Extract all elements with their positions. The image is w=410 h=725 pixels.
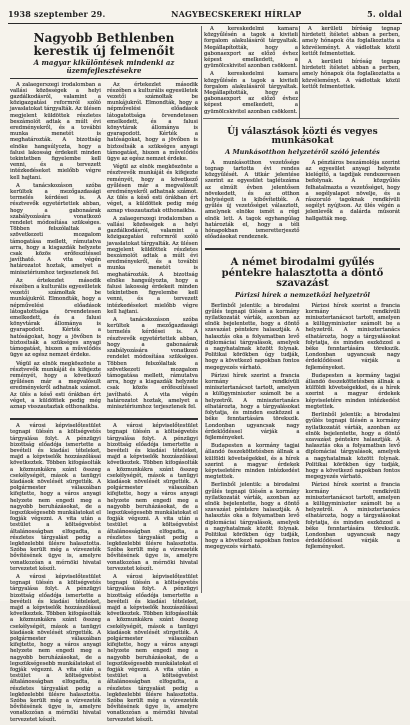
article-separator — [205, 248, 400, 250]
article2-paragraph: A városi képviselőtestület tegnapi ülésén a költségvetés tárgyalása folyt. A pénzügyi bizottság előadója ismertette a bevételi és kiadási tételeket, majd a képviselők hozzászólásai következtek. Többen kifogásolták a közmunkákra szánt összeg csekélységét, mások a tanügyi kiadások növelését sürgették. A polgármester válaszában kifejtette, hogy a város anyagi helyzete nem engedi meg a nagyobb beruházásokat, de a legszükségesebb munkálatokat el fogják végezni. A vita után a testület a költségvetést általánosságban elfogadta, a részletes tárgyalást pedig a legközelebbi ülésre halasztotta. Szóba került még a vízvezeték bővítésének ügye is, amelyre vonatkozóan a mérnöki hivatal tervezetet készít. — [107, 574, 198, 723]
article1-paragraph: Végül az elnök megköszönte a résztvevők munkáját és kifejezte reményét, hogy a következő gyűlésen már a megvalósult eredményekről adhatnak számot. Az ülés a késő esti órákban ért véget, a küldöttek pedig még aznap visszautaztak otthonaikba. — [107, 164, 198, 214]
article4-paragraph: Párizsi hírek szerint a francia kormány rendkívüli minisztertanácsot tartott, amelyen a külügyminiszter számolt be a helyzetről. A minisztertanács elhatározta, hogy a tárgyalásokat folytatja, és minden eszközzel a béke fenntartására törekszik. Londonban ugyancsak nagy érdeklődéssel várják a fejleményeket. — [305, 302, 400, 371]
article4-paragraph: Párizsi hírek szerint a francia kormány rendkívüli minisztertanácsot tartott, amelyen a külügyminiszter számolt be a helyzetről. A minisztertanács elhatározta, hogy a tárgyalásokat folytatja, és minden eszközzel a béke fenntartására törekszik. Londonban ugyancsak nagy érdeklődéssel várják a fejleményeket. — [205, 372, 300, 441]
article1-paragraph: A zalaegerszegi irodalomban a vallási közösségek a helyi gazdálkodásról, valamint a közigazgatási reformról szóló javaslatokat tárgyalták. Az ülésen megjelent küldöttek részletes beszámolót adtak a múlt évi eredményekről, és a további munka menetét is meghatározták. A bizottság elnöke hangsúlyozta, hogy a falusi lakosság érdekeit minden tekintetben figyelembe kell venni, és a tervezett intézkedéseket mielőbb végre kell hajtani. — [10, 81, 101, 181]
left-column — [10, 26, 198, 723]
column-divider — [201, 26, 202, 593]
article1-paragraph: Végül az elnök megköszönte a résztvevők munkáját és kifejezte reményét, hogy a következő gyűlésen már a megvalósult eredményekről adhatnak számot. Az ülés a késő esti órákban ért véget, a küldöttek pedig még aznap visszautaztak otthonaikba. — [10, 360, 101, 410]
article2-paragraph: A városi képviselőtestület tegnapi ülésén a költségvetés tárgyalása folyt. A pénzügyi bizottság előadója ismertette a bevételi és kiadási tételeket, majd a képviselők hozzászólásai következtek. Többen kifogásolták a közmunkákra szánt összeg csekélységét, mások a tanügyi kiadások növelését sürgették. A polgármester válaszában kifejtette, hogy a város anyagi helyzete nem engedi meg a nagyobb beruházásokat, de a legszükségesebb munkálatokat el fogják végezni. A vita után a testület a költségvetést általánosságban elfogadta, a részletes tárgyalást pedig a legközelebbi ülésre halasztotta. Szóba került még a vízvezeték bővítésének ügye is, amelyre vonatkozóan a mérnöki hivatal tervezetet készít. — [10, 423, 101, 572]
article3-headline: Új választások közti és vegyes munkásokat — [227, 127, 378, 147]
article1-deck: A magyar kikülöntések mindenki az üzemfejlesztésekre — [33, 58, 175, 75]
column-divider — [299, 26, 300, 118]
brief-paragraph: A kereskedelmi kamara közgyűlésén a tagok a kiviteli forgalom alakulásáról tárgyaltak. Megállapították, hogy a gabonaexport az előző évhez képest emelkedett, a gyümölcskivitel azonban csökkent. — [204, 26, 298, 70]
article4-headline: A német birodalmi gyűlés péntekre halasztotta a döntő szavazást — [221, 257, 384, 290]
article3-paragraph: A munkásotthon vezetősége tegnap tartotta évi rendes közgyűlését. A titkár jelentése szerint az egyesület taglétszáma az elmúlt évben jelentősen növekedett, és az otthon helyiségeit is kibővítették. A gyűlés új vezetőséget választott, amelynek elnöke ismét a régi elnök lett. A tagok egyhangúlag határozták el, hogy a téli hónapokban ismeretterjesztő előadásokat rendeznek. — [205, 159, 300, 241]
article1-col-b — [107, 82, 198, 413]
right-column-top — [302, 26, 400, 116]
article1-col-a — [10, 82, 101, 413]
brief-paragraph: A kerületi bíróság tegnap hirdetett ítéletet abban a perben, amely hónapok óta foglalkoztatta a közvéleményt. A vádlottak közül kettőt felmentettek. — [302, 26, 400, 57]
article4-paragraph: Berlinből jelentik: a birodalmi gyűlés tegnapi ülésén a kormány nyilatkozatát várták, azonban az elnök bejelentette, hogy a döntő szavazást péntekre halasztják. A halasztás oka a folyamatban levő diplomáciai tárgyalások, amelyek a nagyhatalmak között folynak. Politikai körökben úgy tudják, hogy a következő napokban fontos megegyezés várható. — [205, 302, 300, 371]
article4-paragraph: Berlinből jelentik: a birodalmi gyűlés tegnapi ülésén a kormány nyilatkozatát várták, azonban az elnök bejelentette, hogy a döntő szavazást péntekre halasztják. A halasztás oka a folyamatban levő diplomáciai tárgyalások, amelyek a nagyhatalmak között folynak. Politikai körökben úgy tudják, hogy a következő napokban fontos megegyezés várható. — [305, 412, 400, 481]
article3-col-b — [306, 160, 401, 243]
article2-paragraph: A városi képviselőtestület tegnapi ülésén a költségvetés tárgyalása folyt. A pénzügyi bizottság előadója ismertette a bevételi és kiadási tételeket, majd a képviselők hozzászólásai következtek. Többen kifogásolták a közmunkákra szánt összeg csekélységét, mások a tanügyi kiadások növelését sürgették. A polgármester válaszában kifejtette, hogy a város anyagi helyzete nem engedi meg a nagyobb beruházásokat, de a legszükségesebb munkálatokat el fogják végezni. A vita után a testület a költségvetést általánosságban elfogadta, a részletes tárgyalást pedig a legközelebbi ülésre halasztotta. Szóba került még a vízvezeték bővítésének ügye is, amelyre vonatkozóan a mérnöki hivatal tervezetet készít. — [10, 574, 101, 723]
right-block — [205, 122, 400, 593]
article4-paragraph: Budapesten a kormány tagjai állandó összeköttetésben állnak a külföldi követségekkel, és a hírek szerint a magyar érdekek képviseletére minden intézkedést megtettek. — [305, 372, 400, 410]
article4-col-b — [306, 303, 401, 553]
middle-column-top — [204, 26, 298, 116]
article2-col-b — [107, 423, 198, 725]
article1-paragraph: A zalaegerszegi irodalomban a vallási közösségek a helyi gazdálkodásról, valamint a közigazgatási reformról szóló javaslatokat tárgyalták. Az ülésen megjelent küldöttek részletes beszámolót adtak a múlt évi eredményekről, és a további munka menetét is meghatározták. A bizottság elnöke hangsúlyozta, hogy a falusi lakosság érdekeit minden tekintetben figyelembe kell venni, és a tervezett intézkedéseket mielőbb végre kell hajtani. — [107, 215, 198, 315]
article2-col-a — [10, 423, 101, 725]
section-divider — [203, 118, 399, 119]
issue-date: 1938 szeptember 29. — [8, 9, 106, 19]
article-separator — [10, 418, 198, 420]
article1-paragraph: A tanácskozáson szóba kerültek a mezőgazdasági termelés kérdései is. A résztvevők egyetértettek abban, hogy a gabonaárak szabályozására vonatkozó rendelet módosítása szükséges. Többen felszólaltak a szövetkezeti mozgalom támogatása mellett, rámutatva arra, hogy a kisgazdák helyzete csak közös erőfeszítéssel javítható. A vita végén határozatot hoztak, amelyet a minisztériumhoz terjesztenek fel. — [10, 182, 101, 276]
masthead-rule — [8, 23, 402, 24]
article4-paragraph: Párizsi hírek szerint a francia kormány rendkívüli minisztertanácsot tartott, amelyen a külügyminiszter számolt be a helyzetről. A minisztertanács elhatározta, hogy a tárgyalásokat folytatja, és minden eszközzel a béke fenntartására törekszik. Londonban ugyancsak nagy érdeklődéssel várják a fejleményeket. — [305, 482, 400, 551]
article4-col-a — [205, 303, 300, 553]
brief-paragraph: A kerületi bíróság tegnap hirdetett ítéletet abban a perben, amely hónapok óta foglalkoztatta a közvéleményt. A vádlottak közül kettőt felmentettek. — [302, 59, 400, 90]
column-text — [302, 26, 400, 90]
masthead — [8, 8, 402, 20]
article4-deck: Párizsi hírek a nemzetközi helyzetről — [235, 290, 370, 299]
article4-paragraph: Budapesten a kormány tagjai állandó összeköttetésben állnak a külföldi követségekkel, és a hírek szerint a magyar érdekek képviseletére minden intézkedést megtettek. — [205, 443, 300, 481]
article1-paragraph: Az értekezlet második részében a kulturális egyesületek vezetői számoltak be munkájukról. Elmondták, hogy a népművelési előadások látogatottsága örvendetesen emelkedett, és a falusi könyvtárak állománya is gyarapodott. Kérték a hatóságokat, hogy a jövőben is biztosítsák a szükséges anyagi támogatást, hiszen a művelődés ügye az egész nemzet érdeke. — [107, 81, 198, 162]
newspaper-name: NAGYBECSKEREKI HÍRLAP — [171, 9, 302, 19]
article3-deck: A Munkásotthon helyzetéről szóló jelentés — [225, 147, 380, 156]
article1-paragraph: Az értekezlet második részében a kulturális egyesületek vezetői számoltak be munkájukról. Elmondták, hogy a népművelési előadások látogatottsága örvendetesen emelkedett, és a falusi könyvtárak állománya is gyarapodott. Kérték a hatóságokat, hogy a jövőben is biztosítsák a szükséges anyagi támogatást, hiszen a művelődés ügye az egész nemzet érdeke. — [10, 277, 101, 359]
column-text — [204, 26, 298, 115]
divider — [10, 78, 198, 79]
article3-col-a — [205, 160, 300, 243]
page-number: 5. oldal — [367, 9, 402, 19]
brief-paragraph: A kereskedelmi kamara közgyűlésén a tagok a kiviteli forgalom alakulásáról tárgyaltak. Megállapították, hogy a gabonaexport az előző évhez képest emelkedett, a gyümölcskivitel azonban csökkent. — [204, 71, 298, 115]
article4-paragraph: Berlinből jelentik: a birodalmi gyűlés tegnapi ülésén a kormány nyilatkozatát várták, azonban az elnök bejelentette, hogy a döntő szavazást péntekre halasztják. A halasztás oka a folyamatban levő diplomáciai tárgyalások, amelyek a nagyhatalmak között folynak. Politikai körökben úgy tudják, hogy a következő napokban fontos megegyezés várható. — [205, 482, 300, 551]
article2-paragraph: A városi képviselőtestület tegnapi ülésén a költségvetés tárgyalása folyt. A pénzügyi bizottság előadója ismertette a bevételi és kiadási tételeket, majd a képviselők hozzászólásai következtek. Többen kifogásolták a közmunkákra szánt összeg csekélységét, mások a tanügyi kiadások növelését sürgették. A polgármester válaszában kifejtette, hogy a város anyagi helyzete nem engedi meg a nagyobb beruházásokat, de a legszükségesebb munkálatokat el fogják végezni. A vita után a testület a költségvetést általánosságban elfogadta, a részletes tárgyalást pedig a legközelebbi ülésre halasztotta. Szóba került még a vízvezeték bővítésének ügye is, amelyre vonatkozóan a mérnöki hivatal tervezetet készít. — [107, 423, 198, 572]
article1-headline: Nagyobb Bethlenben kerestik új felmenőit — [33, 31, 175, 58]
article3-paragraph: A pénztáros beszámolója szerint az egyesület anyagi helyzete kielégítő, a tagdíjak rendszeresen befolynak. A közgyűlés felhatalmazta a vezetőséget, hogy a segélyalapot növelje, és a rászoruló tagoknak rendkívüli segélyt nyújtson. Az ülés végén a jelenlevők a dalárda műsorát hallgatták meg. — [305, 159, 400, 222]
article1-paragraph: A tanácskozáson szóba kerültek a mezőgazdasági termelés kérdései is. A résztvevők egyetértettek abban, hogy a gabonaárak szabályozására vonatkozó rendelet módosítása szükséges. Többen felszólaltak a szövetkezeti mozgalom támogatása mellett, rámutatva arra, hogy a kisgazdák helyzete csak közös erőfeszítéssel javítható. A vita végén határozatot hoztak, amelyet a minisztériumhoz terjesztenek fel. — [107, 317, 198, 410]
